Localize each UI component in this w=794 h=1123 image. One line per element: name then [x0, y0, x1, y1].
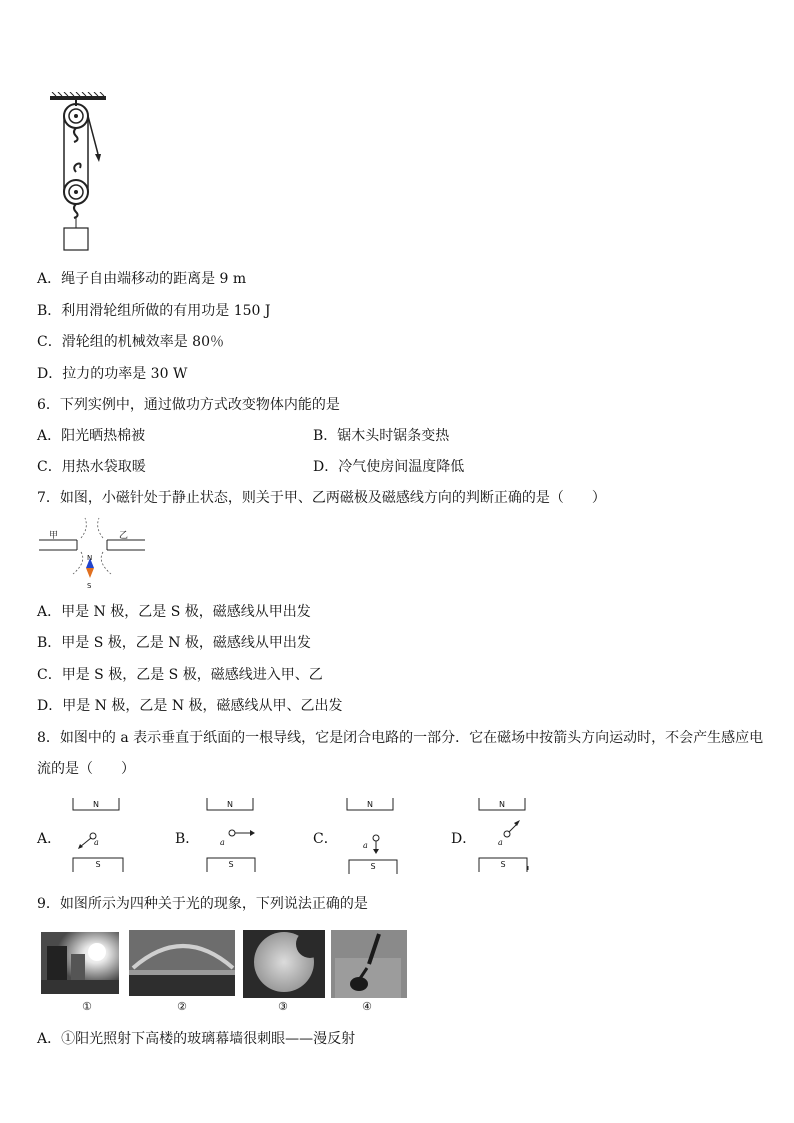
q8-stem-line1: 8．如图中的 a 表示垂直于纸面的一根导线，它是闭合电路的一部分．它在磁场中按箭头方向运动时，不会产生感应电: [37, 730, 764, 746]
q8-figure-c: [313, 796, 413, 876]
q8-b-wire-label: a: [220, 838, 225, 847]
q6-stem: 6．下列实例中，通过做功方式改变物体内能的是: [37, 397, 340, 413]
q9-caption-3: ③: [278, 1000, 288, 1013]
magnet-figure: [37, 516, 149, 596]
q8-c-s-label: S: [370, 862, 376, 871]
q8-d-s-label: S: [500, 860, 506, 869]
q8-option-c-letter: C．: [313, 831, 338, 847]
q5-option-b: B．利用滑轮组所做的有用功是 150 J: [37, 303, 271, 319]
q7-stem: 7．如图，小磁针处于静止状态，则关于甲、乙两磁极及磁感线方向的判断正确的是（ ）: [37, 490, 606, 506]
q8-a-wire-label: a: [94, 838, 99, 847]
q6-option-d: D．冷气使房间温度降低: [313, 459, 465, 475]
q7-option-a: A．甲是 N 极，乙是 S 极，磁感线从甲出发: [37, 604, 311, 620]
q9-caption-1: ①: [82, 1000, 92, 1013]
q8-figure-b: [175, 796, 275, 876]
q8-c-n-label: N: [367, 800, 373, 809]
q8-d-n-label: N: [499, 800, 505, 809]
compass-north-label: N: [87, 554, 93, 562]
q5-option-a: A．绳子自由端移动的距离是 9 m: [37, 271, 247, 287]
q9-stem: 9．如图所示为四种关于光的现象，下列说法正确的是: [37, 896, 368, 912]
q7-option-c: C．甲是 S 极，乙是 S 极，磁感线进入甲、乙: [37, 667, 323, 683]
q8-d-wire-label: a: [498, 838, 503, 847]
q9-photos: [37, 928, 412, 1020]
q9-caption-4: ④: [362, 1000, 372, 1013]
pulley-figure: [40, 92, 120, 252]
q7-option-b: B．甲是 S 极，乙是 N 极，磁感线从甲出发: [37, 635, 311, 651]
q8-figure-a: [37, 796, 137, 876]
q8-b-n-label: N: [227, 800, 233, 809]
q5-option-d: D．拉力的功率是 30 W: [37, 366, 188, 382]
q8-option-a-letter: A．: [37, 831, 62, 847]
magnet-label-yi: 乙: [119, 531, 129, 541]
q8-stem-line2: 流的是（ ）: [37, 761, 135, 777]
q8-b-s-label: S: [228, 860, 234, 869]
q8-option-b-letter: B．: [175, 831, 200, 847]
q8-option-d-letter: D．: [451, 831, 477, 847]
q8-figure-d: [451, 796, 551, 876]
q8-a-s-label: S: [95, 860, 101, 869]
q6-option-c: C．用热水袋取暖: [37, 459, 146, 475]
q8-a-n-label: N: [93, 800, 99, 809]
q9-option-a: A．①阳光照射下高楼的玻璃幕墙很刺眼——漫反射: [37, 1031, 356, 1047]
q7-option-d: D．甲是 N 极，乙是 N 极，磁感线从甲、乙出发: [37, 698, 343, 714]
q5-option-c: C．滑轮组的机械效率是 80％: [37, 334, 224, 350]
q6-option-a: A．阳光晒热棉被: [37, 428, 146, 444]
compass-south-label: S: [87, 582, 92, 590]
q6-option-b: B．锯木头时锯条变热: [313, 428, 450, 444]
q8-c-wire-label: a: [363, 841, 368, 850]
magnet-label-jia: 甲: [49, 531, 59, 541]
q9-caption-2: ②: [177, 1000, 187, 1013]
